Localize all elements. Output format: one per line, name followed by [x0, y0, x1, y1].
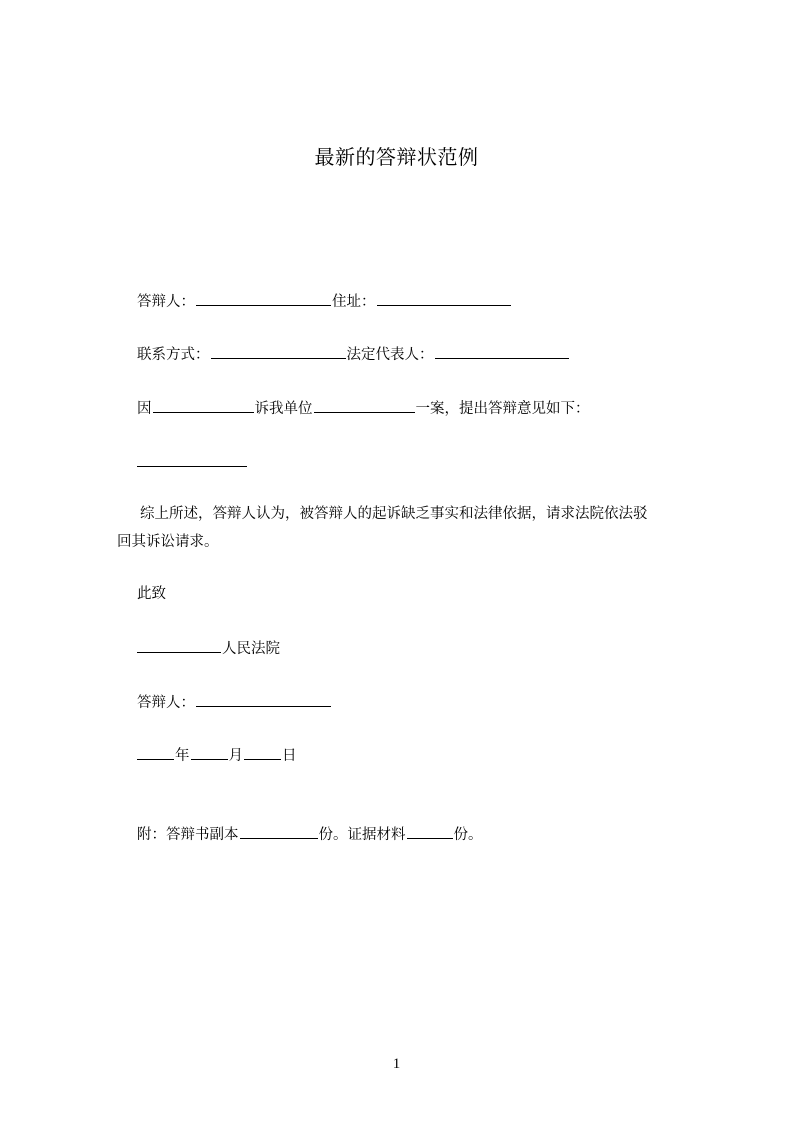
legal-rep-blank[interactable] — [435, 344, 569, 359]
attachment-prefix: 附：答辩书副本 — [137, 827, 239, 843]
address-blank[interactable] — [377, 291, 511, 306]
month-blank[interactable] — [191, 745, 228, 760]
attachment-middle: 份。证据材料 — [318, 827, 406, 843]
case-prefix: 因 — [137, 401, 152, 417]
court-name-blank[interactable] — [137, 638, 221, 653]
evidence-count-blank[interactable] — [407, 824, 453, 839]
year-blank[interactable] — [137, 745, 174, 760]
page-number: 1 — [392, 1056, 401, 1072]
contact-rep-line — [137, 344, 570, 365]
case-suffix: 一案，提出答辩意见如下： — [415, 401, 590, 417]
attachment-line — [137, 824, 483, 845]
address-label: 住址： — [332, 294, 376, 310]
copies-blank[interactable] — [240, 824, 318, 839]
salutation-line — [137, 584, 166, 604]
date-day: 日 — [282, 748, 297, 764]
respondent-address-line — [137, 291, 512, 312]
case-cause-blank[interactable] — [314, 398, 415, 413]
conclusion-line-2: 回其诉讼请求。 — [117, 534, 219, 550]
defense-content-blank[interactable] — [137, 452, 247, 467]
date-month: 月 — [228, 748, 243, 764]
salutation: 此致 — [137, 586, 166, 602]
date-line — [137, 745, 297, 766]
date-year: 年 — [175, 748, 190, 764]
document-title: 最新的答辩状范例 — [314, 145, 479, 169]
signature-label: 答辩人： — [137, 695, 195, 711]
legal-rep-label: 法定代表人： — [346, 347, 434, 363]
attachment-suffix: 份。 — [453, 827, 483, 843]
court-suffix: 人民法院 — [222, 641, 280, 657]
respondent-blank[interactable] — [196, 291, 331, 306]
conclusion-paragraph — [117, 500, 677, 556]
conclusion-line-1: 综上所述，答辩人认为，被答辩人的起诉缺乏事实和法律依据，请求法院依法驳 — [140, 506, 648, 522]
contact-blank[interactable] — [211, 344, 346, 359]
court-line — [137, 638, 280, 659]
day-blank[interactable] — [244, 745, 281, 760]
signature-line — [137, 692, 332, 713]
case-statement-line — [137, 398, 590, 419]
case-middle: 诉我单位 — [254, 401, 313, 417]
defense-content-line — [137, 452, 248, 473]
plaintiff-blank[interactable] — [153, 398, 254, 413]
respondent-label: 答辩人： — [137, 294, 195, 310]
contact-label: 联系方式： — [137, 347, 210, 363]
signature-blank[interactable] — [196, 692, 331, 707]
